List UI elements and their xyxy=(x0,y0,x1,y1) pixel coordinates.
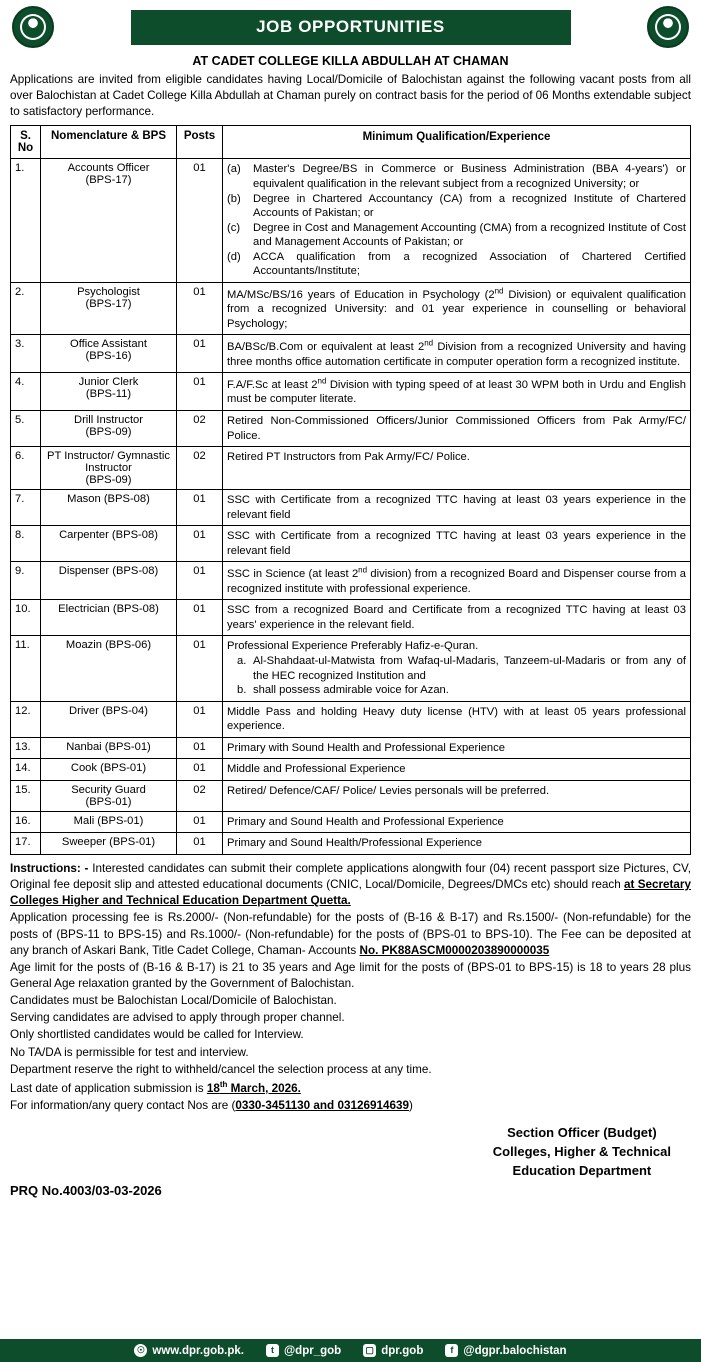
cell-nomenclature xyxy=(41,600,177,636)
qualification-text: Middle and Professional Experience xyxy=(227,763,406,776)
cell-sno: 3. xyxy=(11,335,41,373)
qualification-text: Middle Pass and holding Heavy duty license (HTV) with at least 05 years professional experience. xyxy=(227,705,686,733)
cell-nomenclature xyxy=(41,373,177,411)
cell-posts: 02 xyxy=(177,780,223,811)
instruction-paragraph-3: Age limit for the posts of (B-16 & B-17) is 21 to 35 years and Age limit for the posts of (BPS-01 to BPS-15) is 18 to years 28 plus General Age relaxation granted by the Government of Balochistan. xyxy=(10,960,691,990)
bps-label: (BPS-17) xyxy=(85,174,132,187)
instruction-bullet-3: No TA/DA is permissible for test and interview. xyxy=(10,1045,249,1059)
qualification-text: Master's Degree/BS in Commerce or Business Administration (BBA 4-years') or equivalent qualification in the relevant subject from a recognized University; or xyxy=(253,163,686,190)
table-row xyxy=(11,701,691,737)
cell-posts: 01 xyxy=(177,159,223,283)
footer-facebook[interactable] xyxy=(445,1344,566,1357)
jobs-table xyxy=(10,125,691,855)
footer-bar xyxy=(0,1339,701,1362)
balochistan-government-crest-icon xyxy=(12,6,54,48)
nomenclature-label: Mali (BPS-01) xyxy=(73,814,144,827)
footer-website[interactable] xyxy=(134,1344,244,1357)
table-row xyxy=(11,636,691,701)
nomenclature-label: Office Assistant xyxy=(70,338,147,351)
cell-sno: 12. xyxy=(11,701,41,737)
instruction-2-text: Application processing fee is Rs.2000/- (Non-refundable) for the posts of (B-16 & B-17) and Rs.1500/- (Non-refundable) for the posts of (BPS-11 to BPS-15) and Rs.1000/- (Non-refundable) for the posts of (BPS-01 to BPS-10). The Fee can be deposited at any branch of Askari Bank, Title Cadet College, Chaman- Accounts xyxy=(10,911,691,957)
cell-qualification xyxy=(223,811,691,833)
qualification-text: Al-Shahdaat-ul-Matwista from Wafaq-ul-Madaris, Tanzeem-ul-Madaris or from any of the HEC recognized Institution and xyxy=(253,654,686,682)
bps-label: (BPS-09) xyxy=(85,474,132,487)
table-row xyxy=(11,526,691,562)
qualification-text: F.A/F.Sc at least 2nd Division with typing speed of at least 30 WPM both in Urdu and English must be computer literate. xyxy=(227,376,687,406)
table-row xyxy=(11,411,691,447)
signature-line-3: Education Department xyxy=(512,1162,652,1178)
qualification-text: SSC with Certificate from a recognized TTC having at least 03 years experience in the relevant field xyxy=(227,494,686,521)
cell-sno: 8. xyxy=(11,526,41,562)
cell-posts: 01 xyxy=(177,833,223,855)
qualification-text: Retired/ Defence/CAF/ Police/ Levies personals will be preferred. xyxy=(227,784,550,797)
cell-posts: 01 xyxy=(177,600,223,636)
cell-qualification xyxy=(223,833,691,855)
submission-address: at Secretary Colleges Higher and Technical Education Department Quetta. xyxy=(10,878,691,908)
cell-posts: 01 xyxy=(177,737,223,759)
instructions-section xyxy=(10,861,691,1114)
nomenclature-label: Nanbai (BPS-01) xyxy=(66,740,151,753)
col-sno: S. No xyxy=(11,126,41,159)
cell-posts: 01 xyxy=(177,701,223,737)
cell-sno: 10. xyxy=(11,600,41,636)
qualification-marker: a. xyxy=(237,654,247,667)
cell-posts: 01 xyxy=(177,335,223,373)
cell-qualification xyxy=(223,759,691,781)
cell-nomenclature xyxy=(41,282,177,334)
nomenclature-label: Mason (BPS-08) xyxy=(67,493,150,506)
cell-sno: 5. xyxy=(11,411,41,447)
table-row xyxy=(11,833,691,855)
cell-nomenclature xyxy=(41,833,177,855)
instruction-bullet-0: Candidates must be Balochistan Local/Domicile of Balochistan. xyxy=(10,994,337,1008)
header xyxy=(0,0,701,48)
cell-nomenclature xyxy=(41,335,177,373)
table-row xyxy=(11,811,691,833)
cell-qualification xyxy=(223,701,691,737)
cell-nomenclature xyxy=(41,701,177,737)
qualification-text: Primary and Sound Health and Professional Experience xyxy=(227,815,504,828)
prq-number: PRQ No.4003/03-03-2026 xyxy=(10,1182,162,1198)
table-row xyxy=(11,562,691,600)
qualification-text: Retired Non-Commissioned Officers/Junior Commissioned Officers from Pak Army/FC/ Police. xyxy=(227,415,686,442)
bps-label: (BPS-09) xyxy=(85,426,132,439)
footer-instagram[interactable] xyxy=(363,1344,423,1357)
cell-sno: 11. xyxy=(11,636,41,701)
cell-qualification xyxy=(223,282,691,334)
cell-qualification xyxy=(223,490,691,526)
instruction-paragraph-2 xyxy=(10,910,691,958)
table-row xyxy=(11,600,691,636)
col-posts: Posts xyxy=(177,126,223,159)
nomenclature-label: Electrician (BPS-08) xyxy=(58,603,159,616)
table-row xyxy=(11,447,691,490)
qualification-marker: (d) xyxy=(227,250,241,263)
cell-sno: 4. xyxy=(11,373,41,411)
cell-sno: 16. xyxy=(11,811,41,833)
facebook-icon: f xyxy=(445,1344,458,1357)
cell-qualification xyxy=(223,447,691,490)
bps-label: (BPS-17) xyxy=(85,297,132,310)
nomenclature-label: Psychologist xyxy=(77,285,140,298)
cell-sno: 2. xyxy=(11,282,41,334)
last-date-line xyxy=(10,1079,691,1097)
cell-posts: 01 xyxy=(177,759,223,781)
bps-label: (BPS-11) xyxy=(85,388,132,401)
nomenclature-label: Junior Clerk xyxy=(78,376,139,389)
table-row xyxy=(11,737,691,759)
cell-qualification xyxy=(223,335,691,373)
cell-qualification xyxy=(223,411,691,447)
cell-nomenclature xyxy=(41,811,177,833)
instruction-bullet-2: Only shortlisted candidates would be called for Interview. xyxy=(10,1028,304,1042)
qualification-text: ACCA qualification from a recognized Association of Chartered Certified Accountants/Institute; xyxy=(253,250,686,278)
cell-nomenclature xyxy=(41,737,177,759)
nomenclature-label: Drill Instructor xyxy=(74,414,143,427)
cell-nomenclature xyxy=(41,526,177,562)
cell-qualification xyxy=(223,636,691,701)
cell-posts: 01 xyxy=(177,282,223,334)
table-row xyxy=(11,759,691,781)
cell-nomenclature xyxy=(41,159,177,283)
signature-line-1: Section Officer (Budget) xyxy=(507,1125,657,1141)
qualification-marker: b. xyxy=(237,684,247,697)
cell-sno: 9. xyxy=(11,562,41,600)
qualification-text: Degree in Chartered Accountancy (CA) from a recognized Institute of Chartered Accounts of Pakistan; or xyxy=(253,192,686,220)
table-header-row xyxy=(11,126,691,159)
table-row xyxy=(11,282,691,334)
cell-posts: 01 xyxy=(177,490,223,526)
qualification-text: shall possess admirable voice for Azan. xyxy=(253,684,449,697)
instruction-bullet-1: Serving candidates are advised to apply through proper channel. xyxy=(10,1011,345,1025)
cell-sno: 1. xyxy=(11,159,41,283)
instructions-heading: Instructions: - xyxy=(10,862,89,876)
footer-instagram-label: dpr.gob xyxy=(381,1344,424,1357)
bps-label: (BPS-16) xyxy=(85,350,132,363)
instruction-1-text: Interested candidates can submit their complete applications alongwith four (04) recent passport size Pictures, CV, Original fee deposit slip and attested educational documents (CNIC, Local/Domicile, Degrees/DMCs etc) should reach xyxy=(10,862,692,892)
qualification-text: Degree in Cost and Management Accounting (CMA) from a recognized Institute of Cost and Management Accounts of Pakistan; or xyxy=(253,221,686,249)
signature-line-2: Colleges, Higher & Technical xyxy=(492,1143,671,1159)
table-row xyxy=(11,780,691,811)
intro-paragraph: Applications are invited from eligible candidates having Local/Domicile of Balochistan against the following vacant posts from all over Balochistan at Cadet College Killa Abdullah at Chaman purely on contract basis for the period of 06 Months extendable subject to satisfactory performance. xyxy=(10,73,691,118)
cell-posts: 02 xyxy=(177,411,223,447)
cell-nomenclature xyxy=(41,411,177,447)
cell-posts: 01 xyxy=(177,811,223,833)
cell-sno: 15. xyxy=(11,780,41,811)
qualification-text: SSC with Certificate from a recognized TTC having at least 03 years experience in the relevant field xyxy=(227,530,686,557)
contact-close: ) xyxy=(408,1098,413,1112)
nomenclature-label: Sweeper (BPS-01) xyxy=(61,836,156,849)
cell-qualification xyxy=(223,373,691,411)
qualification-text: SSC in Science (at least 2nd division) from a recognized Board and Dispenser course from a recognized institute with professional experience. xyxy=(227,565,686,595)
cell-nomenclature xyxy=(41,490,177,526)
cell-posts: 01 xyxy=(177,636,223,701)
contact-line xyxy=(10,1098,691,1114)
banner-title: JOB OPPORTUNITIES xyxy=(131,10,571,45)
footer-twitter-label: @dpr_gob xyxy=(283,1344,342,1357)
last-date-value: 18th March, 2026. xyxy=(206,1079,301,1095)
nomenclature-label: Accounts Officer xyxy=(67,162,150,175)
cell-posts: 02 xyxy=(177,447,223,490)
cell-nomenclature xyxy=(41,759,177,781)
bps-label: (BPS-01) xyxy=(85,795,132,808)
qualification-text: Primary and Sound Health/Professional Experience xyxy=(227,837,482,850)
cell-posts: 01 xyxy=(177,373,223,411)
qualification-lead: Professional Experience Preferably Hafiz-e-Quran. xyxy=(227,640,479,653)
nomenclature-label: Driver (BPS-04) xyxy=(69,704,148,717)
page-subtitle: AT CADET COLLEGE KILLA ABDULLAH AT CHAMAN xyxy=(192,54,509,68)
qualification-text: Retired PT Instructors from Pak Army/FC/ Police. xyxy=(227,451,470,464)
cell-qualification xyxy=(223,526,691,562)
qualification-text: Primary with Sound Health and Professional Experience xyxy=(227,741,505,754)
cell-sno: 6. xyxy=(11,447,41,490)
table-row xyxy=(11,373,691,411)
signature-block xyxy=(0,1124,701,1181)
qualification-marker: (c) xyxy=(227,221,241,234)
cadet-college-crest-icon xyxy=(647,6,689,48)
footer-facebook-label: @dgpr.balochistan xyxy=(463,1344,567,1357)
cell-nomenclature xyxy=(41,636,177,701)
cell-posts: 01 xyxy=(177,562,223,600)
cell-sno: 13. xyxy=(11,737,41,759)
cell-nomenclature xyxy=(41,447,177,490)
cell-sno: 17. xyxy=(11,833,41,855)
cell-posts: 01 xyxy=(177,526,223,562)
instruction-bullet-4: Department reserve the right to withheld/cancel the selection process at any time. xyxy=(10,1062,432,1076)
col-qualification: Minimum Qualification/Experience xyxy=(223,126,691,159)
qualification-text: BA/BSc/B.Com or equivalent at least 2nd Division from a recognized University and having three months office automation certificate in computer operation form a recognized institute. xyxy=(227,338,686,368)
contact-label: For information/any query contact Nos are ( xyxy=(10,1098,236,1112)
qualification-subitem xyxy=(227,654,686,683)
nomenclature-label: Security Guard xyxy=(71,783,146,796)
contact-numbers: 0330-3451130 and 03126914639 xyxy=(235,1098,409,1112)
cell-sno: 7. xyxy=(11,490,41,526)
nomenclature-label: Moazin (BPS-06) xyxy=(65,639,152,652)
table-row xyxy=(11,490,691,526)
qualification-item xyxy=(227,192,686,221)
cell-qualification xyxy=(223,737,691,759)
nomenclature-label: Cook (BPS-01) xyxy=(70,762,147,775)
qualification-subitem xyxy=(227,683,686,698)
table-row xyxy=(11,159,691,283)
instruction-paragraph-1 xyxy=(10,861,691,909)
instagram-icon: ▢ xyxy=(363,1344,376,1357)
nomenclature-label: Dispenser (BPS-08) xyxy=(58,565,159,578)
cell-qualification xyxy=(223,780,691,811)
qualification-item xyxy=(227,250,686,279)
footer-website-label: www.dpr.gob.pk. xyxy=(152,1344,244,1357)
qualification-marker: (a) xyxy=(227,163,241,176)
footer-twitter[interactable] xyxy=(266,1344,341,1357)
nomenclature-label: Carpenter (BPS-08) xyxy=(59,529,158,542)
qualification-marker: (b) xyxy=(227,192,241,205)
qualification-item xyxy=(227,162,686,191)
qualification-item xyxy=(227,221,686,250)
cell-qualification xyxy=(223,600,691,636)
cell-sno: 14. xyxy=(11,759,41,781)
cell-qualification xyxy=(223,562,691,600)
cell-nomenclature xyxy=(41,562,177,600)
col-nomenclature: Nomenclature & BPS xyxy=(41,126,177,159)
twitter-icon: t xyxy=(266,1344,279,1357)
globe-icon: ☉ xyxy=(134,1344,147,1357)
cell-qualification xyxy=(223,159,691,283)
nomenclature-label: PT Instructor/ Gymnastic Instructor xyxy=(47,450,170,475)
bank-account-number: No. PK88ASCM0000203890000035 xyxy=(359,943,550,957)
last-date-label: Last date of application submission is xyxy=(10,1081,207,1095)
qualification-text: SSC from a recognized Board and Certificate from a recognized TTC having at least 03 years' experience in the relevant field. xyxy=(227,604,686,631)
table-row xyxy=(11,335,691,373)
qualification-text: MA/MSc/BS/16 years of Education in Psychology (2nd Division) or equivalent qualification from a recognized University: and 01 year experience in counselling or behavioral Psychology; xyxy=(227,285,686,330)
cell-nomenclature xyxy=(41,780,177,811)
